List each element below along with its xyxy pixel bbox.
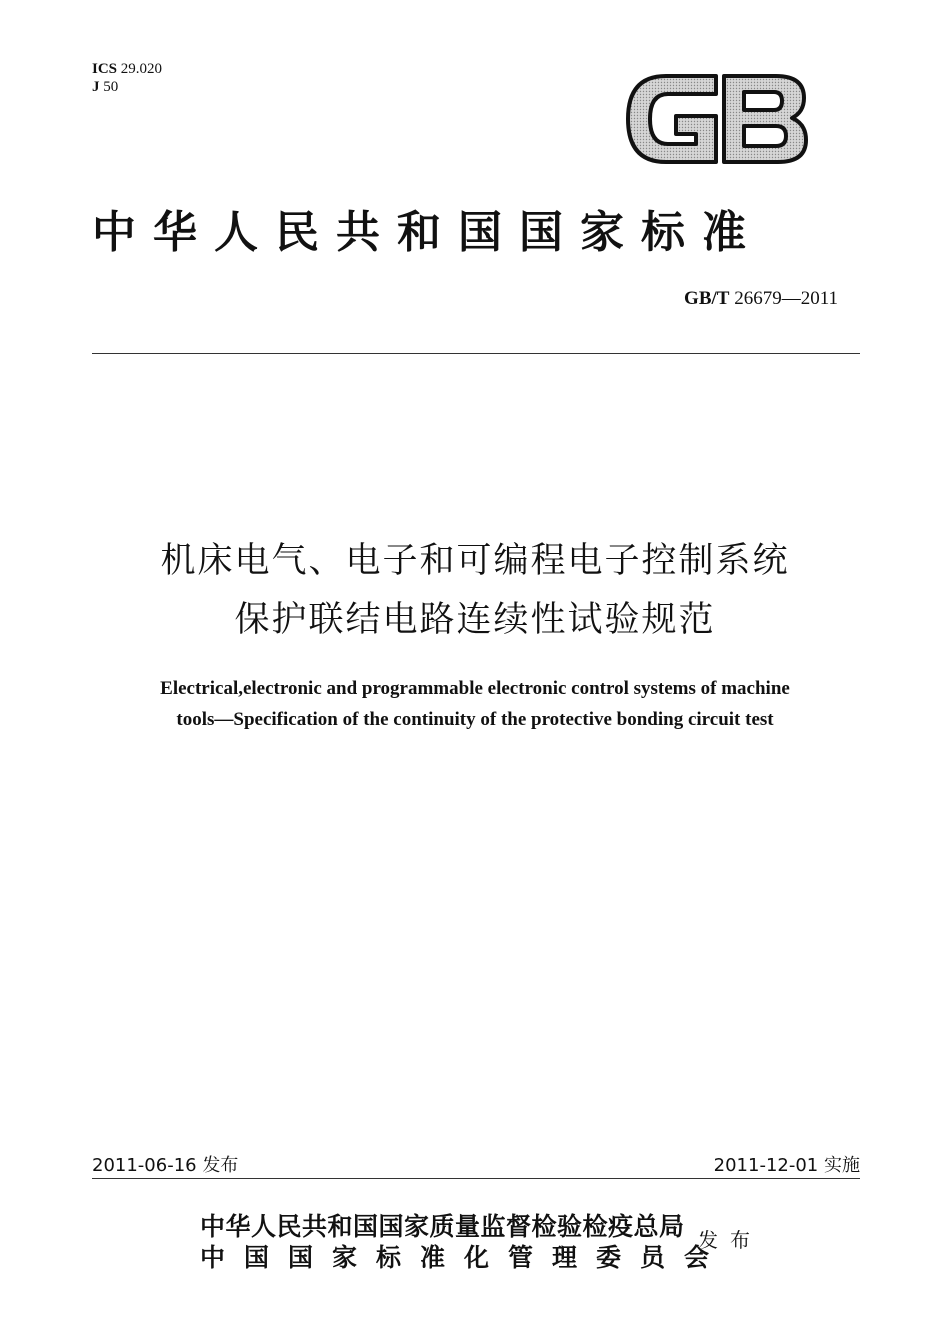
ccs-code: 50 bbox=[103, 79, 119, 95]
standard-number bbox=[684, 288, 838, 310]
gb-logo bbox=[624, 72, 810, 166]
standard-code: 26679—2011 bbox=[734, 288, 838, 309]
header-divider bbox=[92, 353, 860, 354]
ics-code: 29.020 bbox=[120, 61, 163, 77]
ics-line bbox=[92, 60, 162, 78]
ccs-line bbox=[92, 78, 162, 96]
logo-letter-g bbox=[628, 76, 716, 162]
national-standard-title: 中华人民共和国国家标准 bbox=[92, 207, 763, 258]
ics-label: ICS bbox=[92, 61, 118, 77]
chinese-title-line-1: 机床电气、电子和可编程电子控制系统 bbox=[160, 541, 790, 581]
issuer-line-1: 中华人民共和国国家质量监督检验检疫总局 bbox=[200, 1212, 685, 1241]
classification-codes bbox=[92, 60, 162, 96]
issuer-line-2: 中国国家标准化管理委员会 bbox=[200, 1243, 729, 1272]
chinese-title-line-2: 保护联结电路连续性试验规范 bbox=[234, 600, 716, 640]
publish-label: 发布 bbox=[698, 1228, 762, 1252]
english-title-line-1: Electrical,electronic and programmable electronic control systems of machine bbox=[160, 678, 790, 699]
logo-letter-b bbox=[724, 76, 806, 162]
standard-prefix: GB/T bbox=[684, 288, 730, 309]
footer-divider bbox=[92, 1178, 860, 1179]
implementation-date: 2011-12-01 实施 bbox=[713, 1155, 860, 1176]
release-date: 2011-06-16 发布 bbox=[92, 1155, 239, 1176]
english-title-line-2: tools—Specification of the continuity of the protective bonding circuit test bbox=[176, 709, 774, 730]
ccs-label: J bbox=[92, 79, 100, 95]
